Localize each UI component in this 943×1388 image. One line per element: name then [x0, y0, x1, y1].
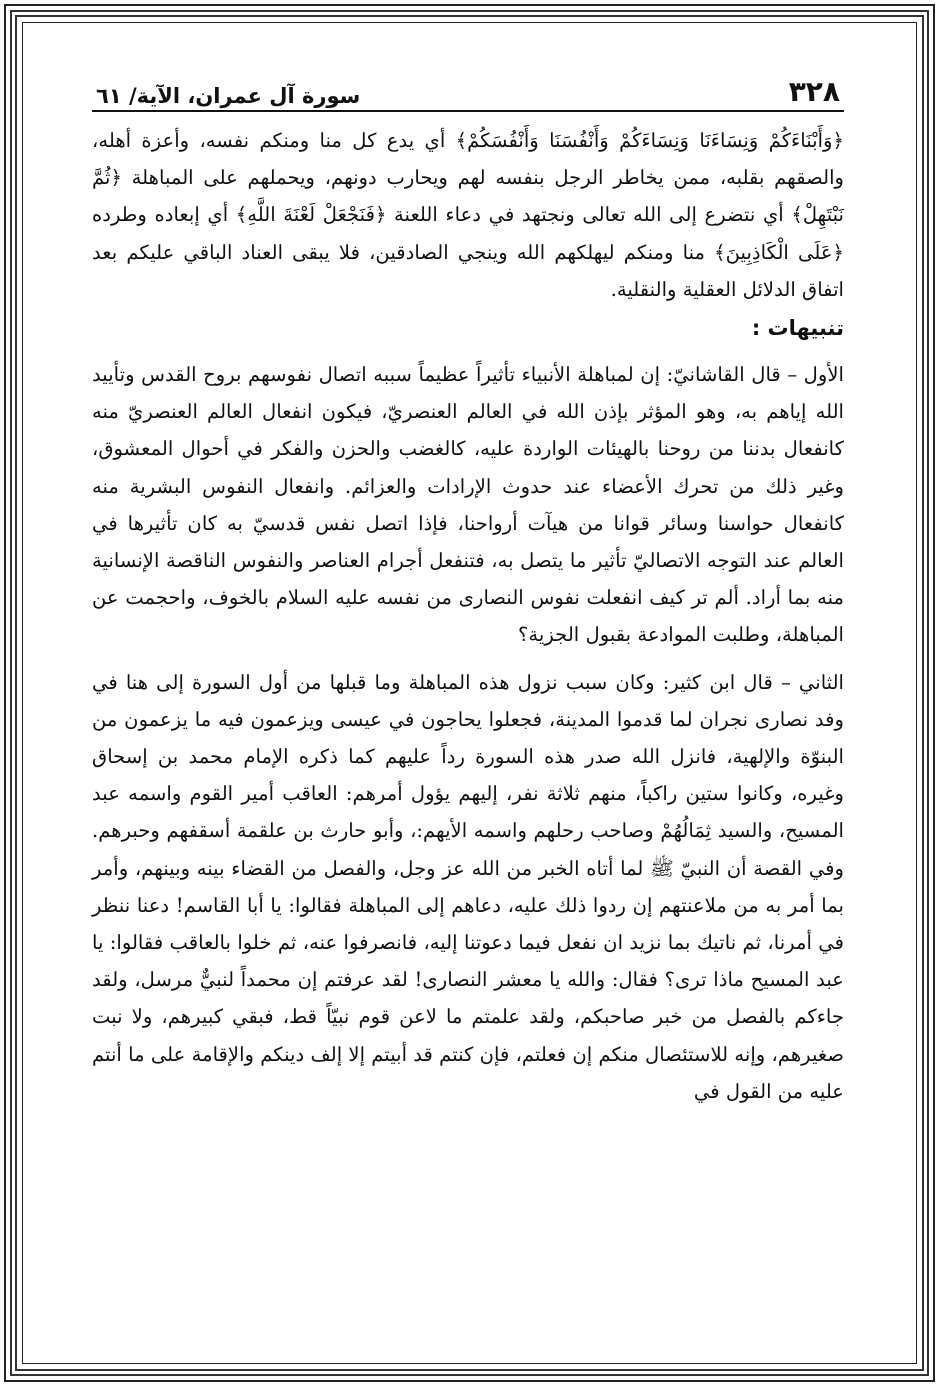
section-heading: تنبيهات :: [751, 316, 844, 341]
running-header: [92, 70, 844, 112]
first-note-paragraph: الأول – قال القاشانيّ: إن لمباهلة الأنبياء تأثيراً عظيماً سببه اتصال نفوسهم بروح القدس وتأييد الله إياهم به، وهو المؤثر بإذن الله في العالم العنصريّ، فيكون انفعال العالم العنصريّ منه كانفعال بدننا من روحنا بالهيئات الواردة عليه، كالغضب والحزن والفكر في أحوال المعشوق، وغير ذلك من تحرك الأعضاء عند حدوث الإرادات والعزائم. وانفعال النفوس البشرية منه كانفعال حواسنا وسائر قوانا من هيآت أرواحنا، فإذا اتصل نفس قدسيّ به كان تأثيرها في العالم عند التوجه الاتصاليّ تأثير ما يتصل به، فتنفعل أجرام العناصر والنفوس الناقصة الإنسانية منه بما أراد. ألم تر كيف انفعلت نفوس النصارى من نفسه عليه السلام بالخوف، واحجمت عن المباهلة، وطلبت الموادعة بقبول الجزية؟: [92, 363, 844, 647]
intro-paragraph: ﴿وَأَبْنَاءَكُمْ وَنِسَاءَنَا وَنِسَاءَكُمْ وَأَنْفُسَنَا وَأَنْفُسَكُمْ﴾ أي يدع كل منا ومنكم نفسه، وأعزة أهله، والصقهم بقلبه، ممن يخاطر الرجل بنفسه لهم ويحارب دونهم، ويحملهم على المباهلة ﴿ثُمَّ نَبْتَهِلْ﴾ أي نتضرع إلى الله تعالى ونجتهد في دعاء اللعنة ﴿فَنَجْعَلْ لَعْنَةَ اللَّهِ﴾ أي إبعاده وطرده ﴿عَلَى الْكَاذِبِينَ﴾ منا ومنكم ليهلكهم الله وينجي الصادقين، فلا يبقى العناد الباقي عليكم بعد اتفاق الدلائل العقلية والنقلية.: [92, 129, 844, 301]
surah-verse-title: سورة آل عمران، الآية/ ٦١: [96, 84, 361, 108]
page-number: ٣٢٨: [788, 75, 840, 108]
book-page: [92, 70, 844, 1340]
second-note-paragraph: الثاني – قال ابن كثير: وكان سبب نزول هذه المباهلة وما قبلها من أول السورة إلى هنا في وفد نصارى نجران لما قدموا المدينة، فجعلوا يحاجون في عيسى ويزعمون فيه ما يزعمون من البنوّة والإلهية، فانزل الله صدر هذه السورة رداً عليهم كما ذكره الإمام محمد بن إسحاق وغيره، وكانوا ستين راكباً، منهم ثلاثة نفر، إليهم يؤول أمرهم: العاقب أمير القوم واسمه عبد المسيح، والسيد ثِمَالُهُمْ وصاحب رحلهم واسمه الأيهم:، وأبو حارث بن علقمة أسقفهم وحبرهم. وفي القصة أن النبيّ ﷺ لما أتاه الخبر من الله عز وجل، والفصل من القضاء بينه وبينهم، وأمر بما أمر به من ملاعنتهم إن ردوا ذلك عليه، دعاهم إلى المباهلة فقالوا: يا أبا القاسم! دعنا ننظر في أمرنا، ثم ناتيك بما نزيد ان نفعل فيما دعوتنا إليه، فانصرفوا عنه، ثم خلوا بالعاقب فقالوا: يا عبد المسيح ماذا ترى؟ فقال: والله يا معشر النصارى! لقد عرفتم إن محمداً لنبيٌّ مرسل، ولقد جاءكم بالفصل من خبر صاحبكم، ولقد علمتم ما لاعن قوم نبيّاً قط، فبقي كبيرهم، ولا نبت صغيرهم، وإنه للاستئصال منكم إن فعلتم، فإن كنتم قد أبيتم إلا إلف دينكم والإقامة على ما أنتم عليه من القول في: [92, 670, 844, 1103]
